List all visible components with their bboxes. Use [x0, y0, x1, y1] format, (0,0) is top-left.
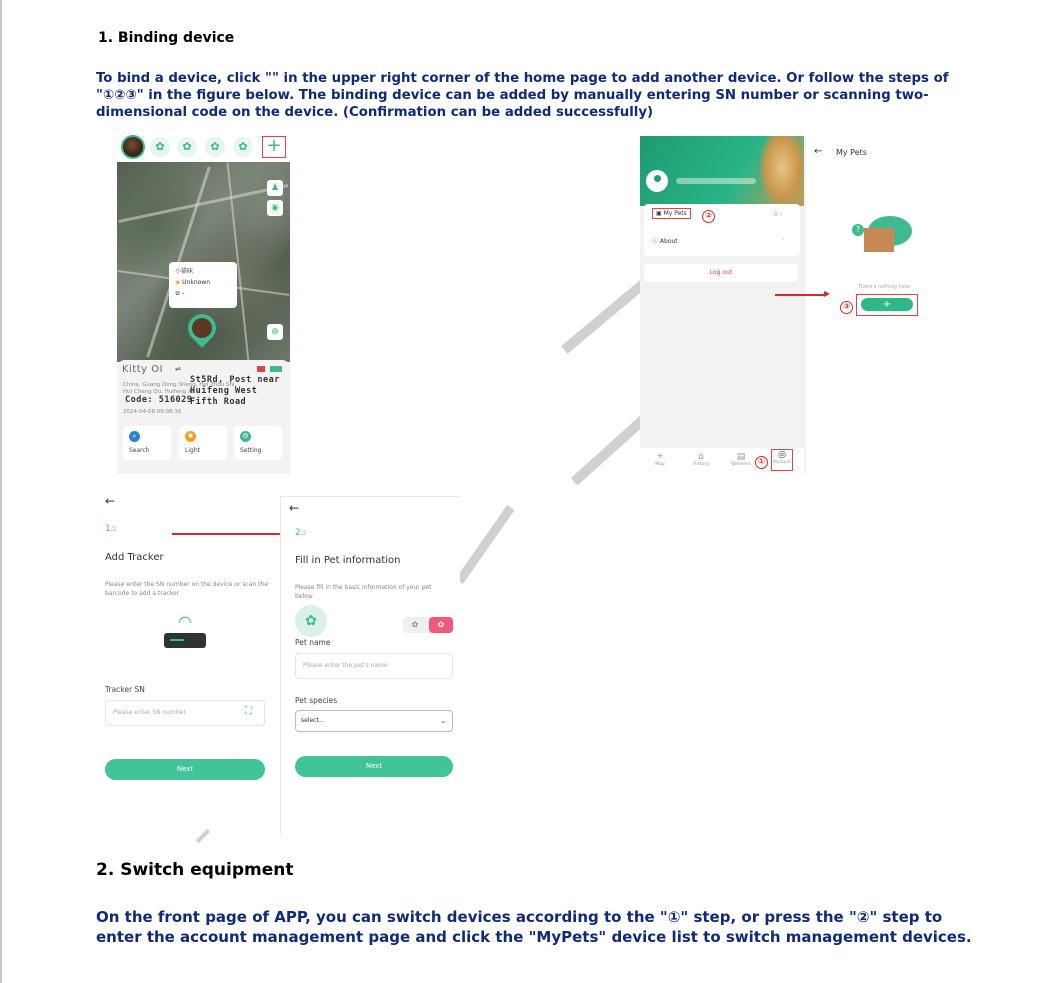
- chevron-down-icon: ⌄: [440, 717, 446, 725]
- search-label: Search: [129, 447, 150, 454]
- section-2-heading: 2. Switch equipment: [96, 860, 294, 880]
- light-label: Light: [185, 447, 200, 454]
- search-card[interactable]: [123, 426, 171, 460]
- dog-type-icon[interactable]: ✿: [411, 620, 419, 629]
- pet-name-label: Pet name: [295, 638, 331, 647]
- my-pets-count: 0 ›: [774, 211, 783, 218]
- pet-species-label: Pet species: [295, 696, 338, 705]
- tracker-sn-label: Tracker SN: [105, 685, 145, 694]
- user-name-redacted: [676, 178, 756, 184]
- back-arrow-icon[interactable]: ←: [289, 501, 300, 515]
- bottom-nav: [640, 448, 804, 474]
- pet-avatar: [188, 314, 216, 342]
- empty-state-text: There's nothing here: [858, 284, 910, 290]
- map-screenshot: [117, 132, 290, 474]
- pet-photo-upload[interactable]: ✿: [295, 605, 327, 637]
- paw-tab-icon[interactable]: ✿: [205, 137, 225, 157]
- wifi-icon: ◠: [178, 612, 192, 631]
- device-avatar-tab[interactable]: [121, 135, 145, 159]
- step-3-badge: ③: [840, 301, 853, 314]
- light-icon: ✹: [185, 431, 196, 442]
- watermark-stroke: [456, 505, 515, 584]
- device-tabs: [117, 132, 290, 162]
- light-card[interactable]: [179, 426, 227, 460]
- device-name: Kitty OI: [122, 364, 164, 375]
- section-2-body: On the front page of APP, you can switch devices according to the "①" step, or press the "②" step to enter the account management page and click the "MyPets" device list to switch management devices.: [96, 908, 972, 946]
- account-page: [640, 136, 804, 474]
- my-pets-label[interactable]: ▣ My Pets: [652, 208, 691, 219]
- popup-detail: ✿ -: [175, 290, 185, 297]
- my-pets-row[interactable]: [652, 210, 691, 217]
- add-pet-highlight: [856, 294, 918, 316]
- about-row[interactable]: ⓘ About: [652, 238, 678, 245]
- account-header: [640, 136, 804, 206]
- gear-icon: ⚙: [240, 431, 251, 442]
- paw-tab-icon[interactable]: ✿: [233, 137, 253, 157]
- add-device-button[interactable]: +: [262, 136, 286, 158]
- device-info-sheet: [117, 360, 290, 474]
- add-tracker-title: Add Tracker: [105, 552, 164, 563]
- cat-type-icon[interactable]: ✿: [429, 617, 453, 633]
- setting-card[interactable]: [234, 426, 282, 460]
- step-1-badge: ①: [755, 456, 768, 469]
- section-1-intro: To bind a device, click "" in the upper right corner of the home page to add another device. Or follow the steps of "①②③" in the figure below. The binding device can be added by manually entering SN number or scanning two-dimensional code on the device. (Confirmation can be added successfully): [96, 71, 949, 120]
- sn-input[interactable]: Please enter SN number: [105, 700, 265, 726]
- signal-icon: [257, 366, 265, 372]
- device-address: China, Guang Dong Sheng, Hui Zhou Shi, Hui Cheng Qu, Huifeng Xi: [123, 382, 237, 395]
- link-icon: ⇌: [175, 365, 181, 373]
- next-button[interactable]: Next: [295, 756, 453, 777]
- watermark-stroke: [196, 829, 210, 843]
- add-tracker-description: Please enter the SN number on the device or scan the barcode to add a tracker: [105, 581, 269, 597]
- step-indicator: 1/2: [105, 524, 117, 534]
- pet-info-title: Fill in Pet information: [295, 555, 401, 566]
- step-2-badge: ②: [702, 210, 715, 223]
- popup-status: ◉ Unknown: [175, 279, 211, 286]
- tracker-device-illustration: [164, 633, 206, 648]
- page-left-edge: [0, 0, 2, 983]
- nav-map[interactable]: ⌖ Map: [655, 452, 665, 467]
- pet-info-popup: [169, 262, 237, 308]
- add-tracker-screenshot: [97, 490, 280, 790]
- pointer-arrow: [775, 294, 825, 296]
- locate-target-icon[interactable]: ◉: [267, 200, 283, 216]
- satellite-map[interactable]: [117, 162, 290, 362]
- person-location-icon[interactable]: ♟: [267, 180, 283, 196]
- back-arrow-icon[interactable]: ←: [814, 146, 823, 157]
- section-1-heading: 1. Binding device: [98, 30, 235, 46]
- pointer-arrow: [172, 533, 290, 535]
- nav-wellness[interactable]: ▤ Wellness: [731, 452, 751, 467]
- pet-type-toggle[interactable]: [403, 617, 453, 633]
- back-arrow-icon[interactable]: ←: [105, 494, 116, 508]
- next-button[interactable]: Next: [105, 759, 265, 780]
- question-icon: ?: [852, 224, 864, 236]
- pet-name-input[interactable]: Please enter the pet's name: [295, 653, 453, 679]
- paw-tab-icon[interactable]: ✿: [177, 137, 197, 157]
- recenter-icon[interactable]: ⊕: [267, 324, 283, 340]
- battery-icon: [270, 366, 282, 372]
- overlay-street: St5Rd, Post near Huifeng West Fifth Road: [190, 375, 280, 407]
- device-timestamp: 2024-04-08 09:08:16: [123, 409, 182, 415]
- pet-species-select[interactable]: select... ⌄: [295, 710, 453, 732]
- scan-icon[interactable]: ⛶: [245, 706, 252, 717]
- popup-pet-name: 小猫咪: [175, 268, 194, 275]
- step-indicator: 2/2: [295, 528, 307, 538]
- user-avatar-icon: [646, 170, 668, 192]
- pet-info-description: Please fill in the basic information of your pet below: [295, 584, 432, 600]
- pet-location-pin[interactable]: [182, 308, 222, 348]
- paw-tab-icon[interactable]: ✿: [150, 137, 170, 157]
- pet-info-screenshot: [280, 496, 460, 834]
- nav-account[interactable]: ◎ Account: [771, 449, 793, 471]
- log-out-button[interactable]: Log out: [644, 264, 798, 282]
- nav-history[interactable]: ⌂ History: [692, 452, 709, 467]
- my-pets-title: My Pets: [836, 148, 867, 157]
- overlay-code: Code: 516029: [125, 395, 193, 405]
- search-icon: ⌕: [129, 431, 140, 442]
- account-screenshot: [640, 136, 963, 474]
- add-pet-button[interactable]: +: [861, 298, 913, 311]
- my-pets-page: [806, 136, 963, 474]
- chevron-right-icon: ›: [782, 236, 785, 243]
- account-menu: [644, 204, 800, 256]
- setting-label: Setting: [240, 447, 262, 454]
- dog-photo: [760, 136, 804, 206]
- box-illustration: [864, 228, 894, 252]
